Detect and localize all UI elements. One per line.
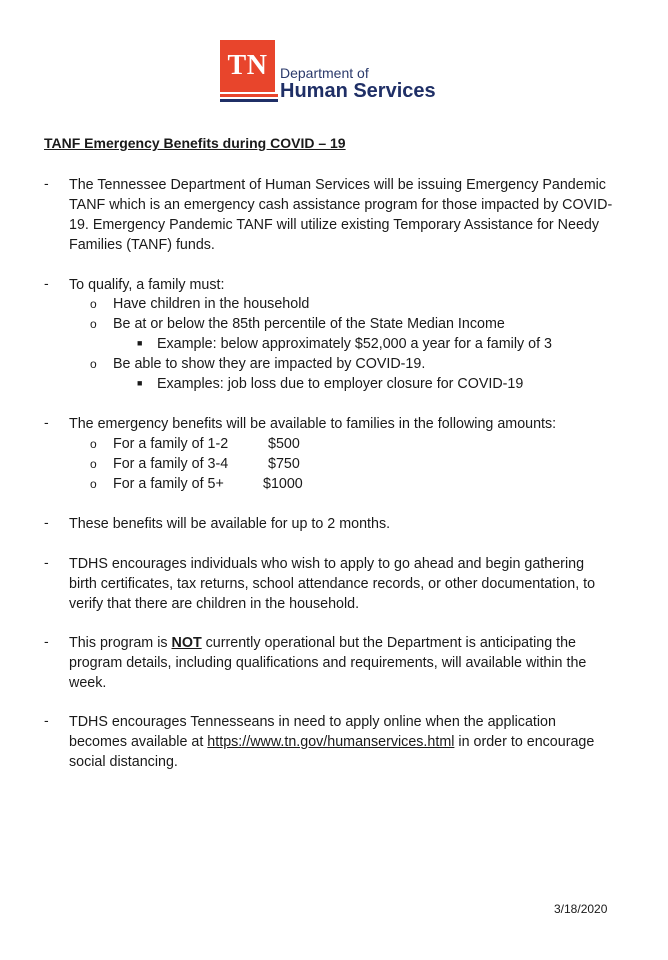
qualify-item: Have children in the household (113, 296, 310, 312)
dash-marker: - (44, 414, 49, 430)
bullet-text: The Tennessee Department of Human Services will be issuing Emergency Pandemic TANF which is an emergency cash assistance program for those impacted by COVID-19. Emergency Pandemic TANF will utilize existing Temporary Assistance for Needy Families (TANF) funds. (69, 177, 613, 253)
circle-bullet-icon: o (90, 437, 97, 451)
amount-label: For a family of 1-2 (113, 436, 229, 452)
qualify-item: Be at or below the 85th percentile of the State Median Income (113, 316, 505, 332)
document-date: 3/18/2020 (554, 902, 608, 916)
qualify-example: Examples: job loss due to employer closure for COVID-19 (157, 376, 524, 392)
circle-bullet-icon: o (90, 357, 97, 371)
qualify-example: Example: below approximately $52,000 a year for a family of 3 (157, 336, 552, 352)
page-title: TANF Emergency Benefits during COVID – 19 (44, 135, 346, 151)
humanservices-link[interactable]: https://www.tn.gov/humanservices.html (207, 734, 455, 750)
emphasis-not: NOT (171, 635, 202, 651)
bullet-text: To qualify, a family must: (69, 277, 225, 293)
text-segment: This program is (69, 635, 172, 651)
text-segment: TDHS encourages Tennesseans in need to apply online when the application becomes available at (69, 714, 556, 750)
logo-department-of: Department of (280, 65, 369, 81)
amount-value: $500 (268, 436, 300, 452)
logo-red-bar (220, 94, 278, 97)
amount-label: For a family of 5+ (113, 476, 224, 492)
circle-bullet-icon: o (90, 297, 97, 311)
text-segment: in order to encourage social distancing. (69, 734, 595, 770)
logo-blue-bar (220, 99, 278, 102)
dash-marker: - (44, 554, 49, 570)
qualify-item: Be able to show they are impacted by COVID-19. (113, 356, 426, 372)
bullet-text (69, 633, 614, 693)
amount-label: For a family of 3-4 (113, 456, 229, 472)
bullet-text: These benefits will be available for up to 2 months. (69, 516, 391, 532)
circle-bullet-icon: o (90, 477, 97, 491)
bullet-text (69, 712, 614, 772)
bullet-text: The emergency benefits will be available to families in the following amounts: (69, 416, 557, 432)
dash-marker: - (44, 175, 49, 191)
logo-human-services: Human Services (280, 80, 436, 102)
amount-value: $750 (268, 456, 300, 472)
amount-value: $1000 (263, 476, 303, 492)
dash-marker: - (44, 633, 49, 649)
dash-marker: - (44, 275, 49, 291)
square-bullet-icon: ■ (137, 338, 143, 348)
dash-marker: - (44, 712, 49, 728)
circle-bullet-icon: o (90, 457, 97, 471)
square-bullet-icon: ■ (137, 378, 143, 388)
bullet-text: TDHS encourages individuals who wish to apply to go ahead and begin gathering birth certificates, tax returns, school attendance records, or other documentation, to verify that there are children in the household. (69, 556, 596, 612)
text-segment: currently operational but the Department is anticipating the program details, including qualifications and requirements, will available within the week. (69, 635, 587, 691)
dash-marker: - (44, 514, 49, 530)
tn-logo-mark: TN (220, 40, 275, 92)
tn-dhs-logo (220, 40, 450, 104)
circle-bullet-icon: o (90, 317, 97, 331)
